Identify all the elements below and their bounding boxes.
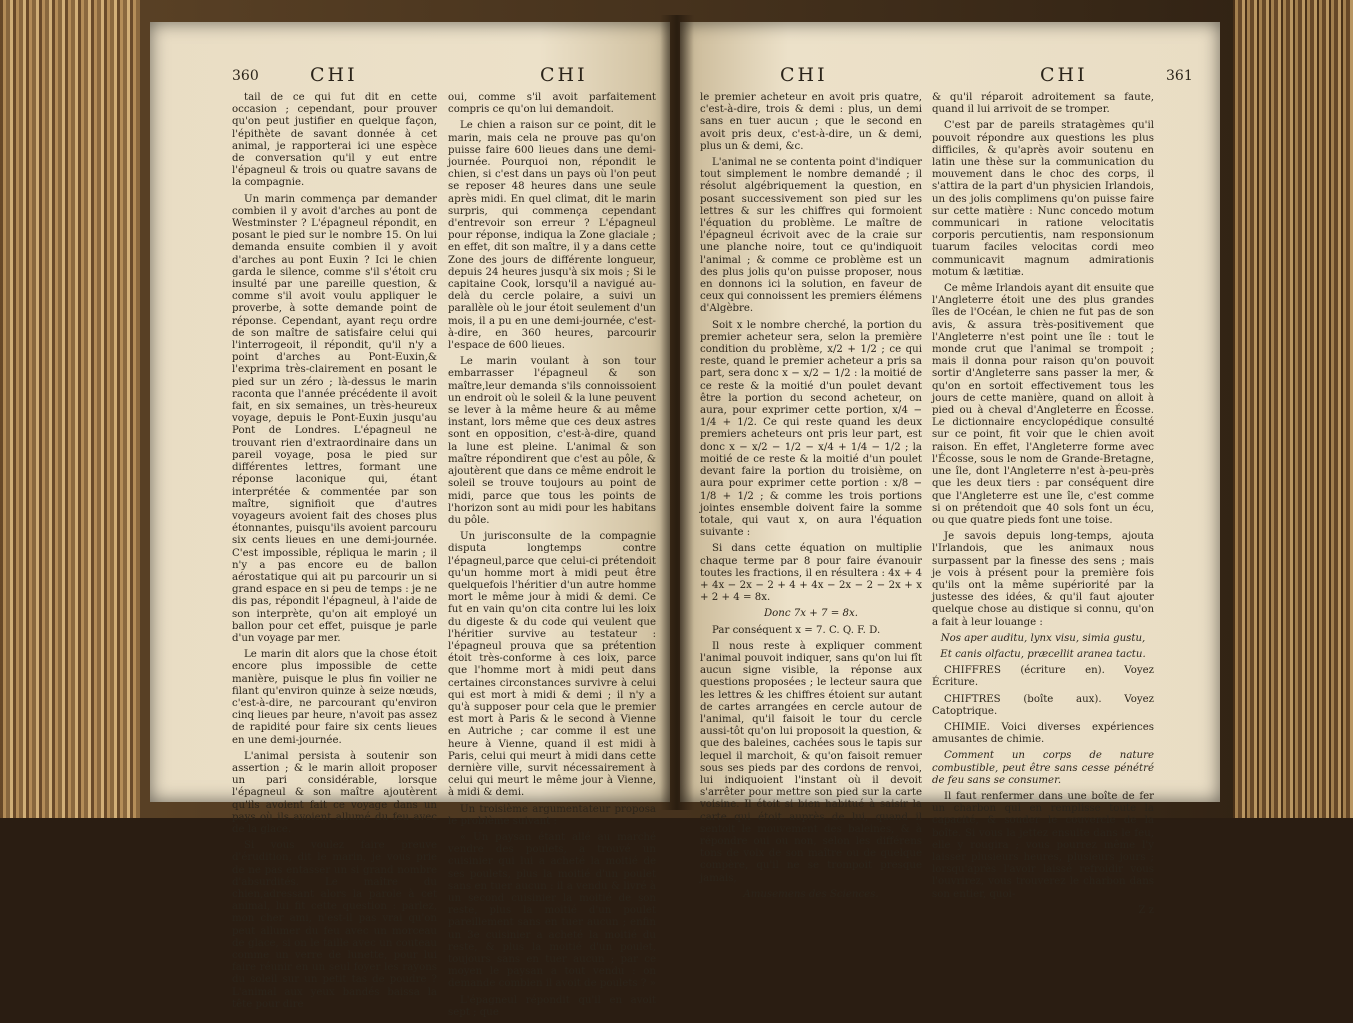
source-signature: Amusemens des Sciences.: [743, 888, 879, 900]
paragraph: oui, comme s'il avoit parfaitement compris ce qu'on lui demandoit.: [448, 92, 656, 116]
paragraph: L'animal persista à soutenir son assertion ; & le marin alloit proposer un pari considérable, lorsque l'épagneul & son maître ajoutèrent qu'ils avoient fait ce voyage dans un pays où ils avoient allumé du feu avec de la glace.: [232, 750, 437, 835]
paragraph: Le marin voulant à son tour embarrasser l'épagneul & son maître,leur demanda s'ils connoissoient un endroit où le soleil & la lune peuvent se lever à la même heure & au même instant, lors même que ces deux astres sont en opposition, c'est-à-dire, quand la lune est pleine. L'animal & son maître répondirent que c'est au pôle, & ajoutèrent que dans ce même endroit le soleil se trouve toujours au point de midi, parce que tous les points de l'horizon sont au midi pour les habitans du pôle.: [448, 356, 657, 526]
paragraph: Un troisième argumentateur proposa le problème suivant :: [448, 803, 656, 827]
dictionary-entry: CHIMIE. Voici diverses expériences amusantes de chimie.: [932, 721, 1154, 746]
paragraph: Ce même Irlandois ayant dit ensuite que l'Angleterre étoit une des plus grandes îles de l'Océan, le chien ne fut pas de son avis, & assura très-positivement que l'Angleterre n'est point une île : tout le monde crut que l'animal se trompoit ; mais il donna pour raison qu'on pouvoit sortir d'Angleterre sans passer la mer, & qu'on en sortoit effectivement tous les jours de cette manière, quand on alloit à pied ou à cheval d'Angleterre en Écosse. Le dictionnaire encyclopédique consulté sur ce point, fit voir que le chien avoit raison. En effet, l'Angleterre forme avec l'Écosse, sous le nom de Grande-Bretagne, une île, dont l'Angleterre n'est à-peu-près que les deux tiers : par conséquent dire que l'Angleterre est une île, c'est comme si on prétendoit que 40 sols font un écu, ou que quatre pieds font une toise.: [932, 283, 1154, 526]
paragraph: Le marin dit alors que la chose étoit encore plus impossible de cette manière, puisque le plus fin voilier ne filant qu'environ quinze à seize nœuds, c'est-à-dire, ne parcourant qu'environ cinq lieues par heure, n'avoit pas assez de rapidité pour faire six cents lieues en une demi-journée.: [232, 649, 437, 746]
page-edges-right: [1233, 0, 1353, 818]
paragraph: & qu'il réparoit adroitement sa faute, quand il lui arrivoit de se tromper.: [932, 92, 1154, 116]
paragraph: Soit x le nombre cherché, la portion du premier acheteur sera, selon la première condition du problème, x/2 + 1/2 ; ce qui reste, quand le premier acheteur a pris sa part, sera donc x − x/2 − 1/2 : la moitié de ce reste & la moitié d'un poulet devant être la portion du second acheteur, on aura, pour exprimer cette portion, x/4 − 1/4 + 1/2. Ce qui reste quand les deux premiers acheteurs ont pris leur part, est donc x − x/2 − 1/2 − x/4 + 1/4 − 1/2 ; la moitié de ce reste & la moitié d'un poulet devant faire la portion du troisième, on aura pour exprimer cette portion : x/8 − 1/8 + 1/2 ; & comme les trois portions jointes ensemble doivent faire la somme totale, qui vaut x, on aura l'équation suivante :: [700, 319, 922, 539]
paragraph: Un marin commença par demander combien il y avoit d'arches au pont de Westminster ? L'épagneul répondit, en posant le pied sur le nombre 15. On lui demanda ensuite combien il y avoit d'arches au pont Euxin ? Ici le chien garda le silence, comme s'il s'étoit cru insulté par une pareille question, & comme s'il avoit voulu appliquer le proverbe, à sotte demande point de réponse. Cependant, ayant reçu ordre de son maître de satisfaire celui qui l'interrogeoit, il répondit, qu'il n'y a point d'arches au Pont-Euxin,& l'exprima très-clairement en posant le pied sur un zéro ; là-dessus le marin raconta que l'année précédente il avoit fait, en six semaines, un très-heureux voyage, depuis le Pont-Euxin jusqu'au Pont de Londres. L'épagneul ne trouvant rien d'extraordinaire dans un pareil voyage, posa le pied sur différentes lettres, formant une réponse laconique qui, étant interprétée & commentée par son maître, signifioit que d'autres voyageurs avoient fait des choses plus étonnantes, puisqu'ils avoient parcouru six cents lieues en une demi-journée. C'est impossible, répliqua le marin ; il n'y a pas encore eu de ballon aérostatique qui ait pu parcourir un si grand espace en si peu de temps : je ne dis pas, répondit l'épagneul, à l'aide de son interprète, qu'on ait employé un ballon pour cet effet, puisque je parle d'un voyage par mer.: [232, 193, 437, 644]
dictionary-entry: CHIFTRES (boîte aux). Voyez Catoptrique.: [932, 693, 1154, 717]
paragraph: Le chien a raison sur ce point, dit le marin, mais cela ne prouve pas qu'on puisse faire 600 lieues dans une demi-journée. Pourquoi non, répondit le chien, si c'est dans un pays où l'on peut se reposer 48 heures dans une seule après midi. En quel climat, dit le marin surpris, qui commença cependant d'entrevoir son erreur ? L'épagneul pour réponse, indiqua la Zone glaciale ; en effet, dit son maître, il y a dans cette Zone des jours de différente longueur, depuis 24 heures jusqu'à six mois ; Si le capitaine Cook, lorsqu'il a navigué au-delà du cercle polaire, a suivi un parallèle où le jour étoit seulement d'un mois, il a pu en une demi-journée, c'est-à-dire, en 360 heures, parcourir l'espace de 600 lieues.: [448, 120, 656, 352]
book-gutter: [660, 15, 694, 810]
left-page: [150, 22, 670, 1018]
right-column-2: [932, 92, 1154, 921]
paragraph: Un jurisconsulte de la compagnie disputa longtemps contre l'épagneul,parce que celui-ci prétendoit qu'un homme mort à midi peut être quelquefois l'héritier d'un autre homme mort le même jour à midi & demi. Ce fut en vain qu'on cita contre lui les loix du digeste & du code qui veulent que l'héritier survive au testateur : l'épagneul prouva que sa prétention étoit très-conforme à ces loix, parce que l'homme mort à midi peut dans certaines circonstances survivre à celui qui est mort à midi & demi ; il n'y a qu'à supposer pour cela que le premier est mort à Paris & le second à Vienne en Autriche ; car comme il est une heure à Vienne, quand il est midi à Paris, celui qui meurt à midi dans cette dernière ville, survit nécessairement à celui qui meurt le même jour à Vienne, à midi & demi.: [448, 531, 656, 799]
left-page-number: 360: [232, 68, 259, 84]
page-edges-left: [0, 0, 140, 818]
paragraph: C'est par de pareils stratagèmes qu'il pouvoit répondre aux questions les plus difficiles, & qu'après avoir soutenu en latin une thèse sur la communication du mouvement dans le choc des corps, il s'attira de la part d'un physicien Irlandois, un des jolis complimens qu'on puisse faire sur cette matière : Nunc concedo motum communicari in ratione velocitatis corporis percutientis, nam responsionum tuarum faciles velocitas cordi meo communicavit magnum admirationis motum & lætitiæ.: [932, 120, 1154, 278]
right-page: [680, 22, 1220, 916]
verse-line: Nos aper auditu, lynx visu, simia gustu,: [940, 632, 1146, 644]
left-running-head-1: CHI: [310, 64, 358, 86]
paragraph: Par conséquent x = 7. C. Q. F. D.: [712, 624, 881, 636]
subheading: Comment un corps de nature combustible, peut être sans cesse pénétré de feu sans se consumer.: [932, 750, 1154, 786]
paragraph: le premier acheteur en avoit pris quatre, c'est-à-dire, trois & demi : plus, un demi sans en tuer aucun ; que le second en avoit pris deux, c'est-à-dire, un & demi, plus un & demi, &c.: [700, 92, 922, 152]
paragraph: « Un paysan étant allé au marché vendre des poulets, a trouvé un cuisinier qui lui a acheté la moitié de ses poulets, plus la moitié d'un poulet sans en tuer aucun : il a vendu & livré à un second cuisinier la moitié de son reste, plus la moitié d'un poulet pareillement sans en tuer aucun ; enfin un 3e cuisinier a acheté la moitié du reste, & plus la moitié d'un poulet, toujours sans en tuer aucun ; par ce moyen le paysan a tout vendu : on demande combien il avoit de poulets ? »: [448, 831, 656, 990]
paragraph: L'animal ne se contenta point d'indiquer tout simplement le nombre demandé ; il résolut algébriquement la question, en posant successivement son pied sur les lettres & sur les chiffres qui formoient l'équation du problème. Le maître de l'épagneul écrivoit avec de la craie sur une planche noire, tout ce qu'indiquoit l'animal ; & comme ce problème est un des plus jolis qu'on puisse proposer, nous en donnons ici la solution, en faveur de ceux qui connoissent les premiers élémens d'Algèbre.: [700, 157, 922, 315]
paragraph: Je savois depuis long-temps, ajouta l'Irlandois, que les animaux nous surpassent par la finesse des sens ; mais je vois à présent pour la première fois qu'ils ont la même supériorité par la justesse des idées, & qu'il faut ajouter quelque chose au distique si connu, qu'on a fait à leur louange :: [932, 531, 1154, 628]
paragraph: Si dans cette équation on multiplie chaque terme par 8 pour faire évanouir toutes les fractions, il en résultera : 4x + 4 + 4x − 2x − 2 + 4 + 4x − 2x − 2 − 2x + x + 2 + 4 = 8x.: [700, 543, 922, 604]
right-page-header: [680, 64, 1220, 94]
verse-line: Et canis olfactu, præcellit aranea tactu.: [940, 648, 1146, 660]
paragraph: Il nous reste à expliquer comment l'animal pouvoit indiquer, sans qu'on lui fît aucun signe visible, la réponse aux questions proposées ; le lecteur saura que les lettres & les chiffres étoient sur autant de cartes arrangées en cercle autour de l'animal, qu'il faisoit le tour du cercle aussi-tôt qu'on lui proposoit la question, & que des baleines, cachées sous le tapis sur lequel il marchoit, & qu'on faisoit remuer sous ses pieds par des cordons de renvoi, lui indiquoient l'instant où il devoit s'arrêter pour mettre son pied sur la carte voisine. Il étoit si bien habitué à saisir la carte qui étoit auprès de lui, quand il sentoit le mouvement des baleines, & à répondre oui ou non, selon les différens tons de voix de son maître ou de quelque compère, qu'il ne se trompoit presque jamais,: [700, 640, 922, 884]
paragraph: Si vous voulez faire preuve d'érudition, dit le marin, je vous prie de ne pas entasser un si grand nombre d'absurdités. Le maître du chien,adressant alors la parole à cet animal, lui fit cette question : parlez, mon cher ami, n'est-il pas vrai qu'on peut allumer du feu avec un morceau de glace, si on le taille avec un couteau comme un verre de lunette, pour lui faire réunir en un seul foyer les rayons du soleil sur un petit tas de poudre ? L'animal aux yeux bandés baissa la tête pour dire: [232, 840, 437, 1010]
left-column-1: [232, 92, 437, 1015]
signature-mark: Z z: [1138, 904, 1154, 916]
equation-line: Donc 7x + 7 = 8x.: [763, 608, 858, 620]
right-running-head-2: CHI: [1040, 64, 1088, 86]
paragraph: tail de ce qui fut dit en cette occasion ; cependant, pour prouver qu'on peut justifier en quelque façon, l'épithète de savant donnée à cet animal, je rapporterai ici une espèce de conversation qu'il y eut entre l'épagneul & trois ou quatre savans de la compagnie.: [232, 92, 437, 189]
right-running-head-1: CHI: [780, 64, 828, 86]
paragraph: Il faut renfermer dans une boîte de fer un charbon qui en remplisse toute la capacité, & souder le couvercle de la boîte. Si vous la jettez ensuite dans le feu, elle y rougira ; vous pourrez même l'y laisser plusieurs heures, plusieurs jours ; lorsqu'après l'avoir laissé refroidir vous l'ouvrirez, vous trouverez le charbon dans son entier, quoi-: [932, 790, 1154, 900]
right-page-number: 361: [1166, 68, 1193, 84]
dictionary-entry: CHIFFRES (écriture en). Voyez Écriture.: [932, 665, 1154, 689]
left-column-2: [448, 92, 656, 1023]
left-running-head-2: CHI: [540, 64, 588, 86]
left-page-header: [150, 64, 670, 94]
right-column-1: [700, 92, 922, 905]
paragraph: L'épagneul répondit qu'il en avoit sept ; que: [448, 994, 656, 1018]
